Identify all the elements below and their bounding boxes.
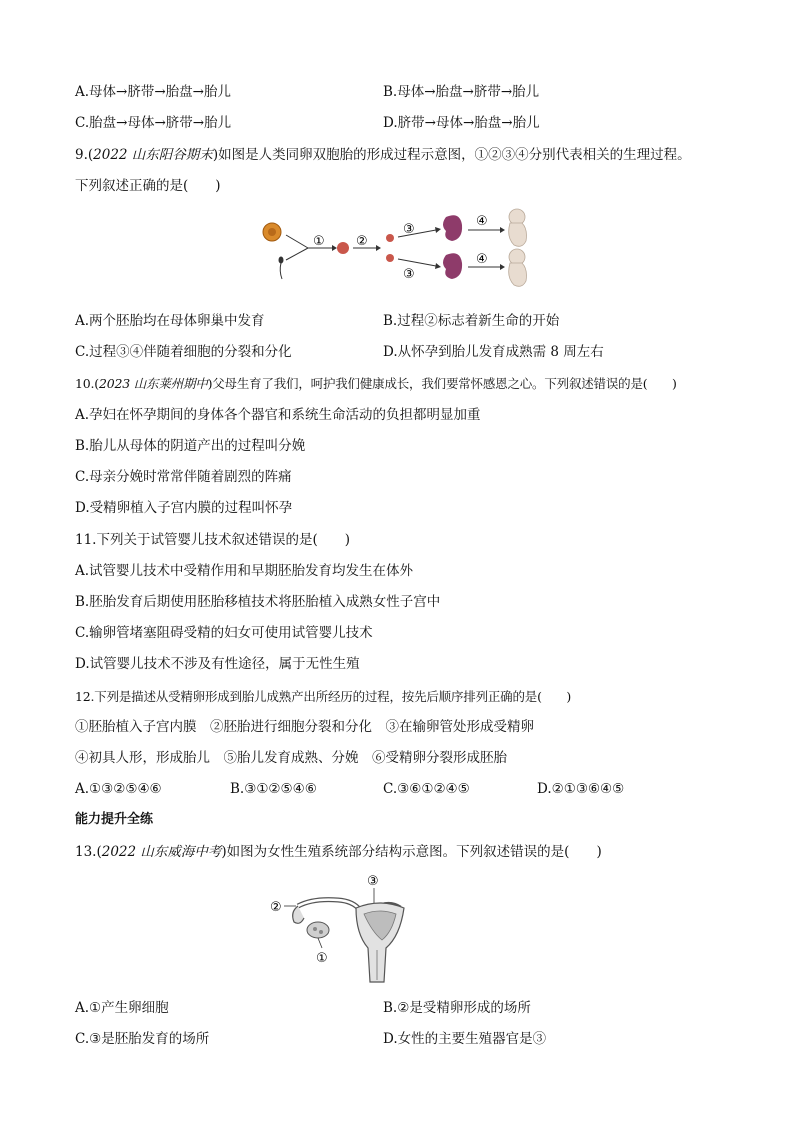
fig9-label-3b: ③ (403, 267, 415, 282)
q8-option-d: D.脐带→母体→胎盘→胎儿 (383, 115, 540, 131)
fig9-label-2: ② (356, 234, 368, 249)
female-reproductive-figure (268, 870, 413, 988)
q13-stem: 13.(2022 山东威海中考)如图为女性生殖系统部分结构示意图。下列叙述错误的是( ) (75, 844, 602, 860)
q13-option-b: B.②是受精卵形成的场所 (383, 1000, 531, 1016)
q12-items-line1: ①胚胎植入子宫内膜 ②胚胎进行细胞分裂和分化 ③在输卵管处形成受精卵 (75, 719, 534, 735)
q10-option-c: C.母亲分娩时常常伴随着剧烈的阵痛 (75, 469, 292, 485)
q10-stem: 10.(2023 山东莱州期中)父母生育了我们，呵护我们健康成长，我们要常怀感恩之心。下列叙述错误的是( ) (75, 376, 677, 391)
q13-option-a: A.①产生卵细胞 (75, 1000, 169, 1016)
q9-source: 2022 山东阳谷期末 (93, 147, 213, 163)
q9-option-b: B.过程②标志着新生命的开始 (383, 313, 560, 329)
fig13-label-1: ① (316, 951, 328, 966)
q13-option-d: D.女性的主要生殖器官是③ (383, 1031, 547, 1047)
q8-option-a: A.母体→脐带→胎盘→胎儿 (75, 84, 231, 100)
q9-option-a: A.两个胚胎均在母体卵巢中发育 (75, 313, 265, 329)
q10-option-b: B.胎儿从母体的阴道产出的过程叫分娩 (75, 438, 306, 454)
q10-option-a: A.孕妇在怀孕期间的身体各个器官和系统生命活动的负担都明显加重 (75, 407, 481, 423)
q12-option-c: C.③⑥①②④⑤ (383, 781, 470, 797)
q13-source: 2022 山东威海中考 (101, 844, 222, 860)
q12-option-b: B.③①②⑤④⑥ (230, 781, 317, 797)
fig9-label-1: ① (313, 234, 325, 249)
q9-option-c: C.过程③④伴随着细胞的分裂和分化 (75, 344, 292, 360)
q11-option-a: A.试管婴儿技术中受精作用和早期胚胎发育均发生在体外 (75, 563, 414, 579)
q12-items-line2: ④初具人形，形成胎儿 ⑤胎儿发育成熟、分娩 ⑥受精卵分裂形成胚胎 (75, 750, 507, 766)
q13-option-c: C.③是胚胎发育的场所 (75, 1031, 210, 1047)
fig13-label-3: ③ (367, 874, 379, 889)
fig9-label-3a: ③ (403, 222, 415, 237)
q12-stem: 12.下列是描述从受精卵形成到胎儿成熟产出所经历的过程，按先后顺序排列正确的是( ) (75, 689, 572, 704)
q10-source: 2023 山东莱州期中 (98, 376, 208, 391)
fig9-label-4a: ④ (476, 214, 488, 229)
q11-option-c: C.输卵管堵塞阻碍受精的妇女可使用试管婴儿技术 (75, 625, 373, 641)
twin-development-figure (260, 205, 550, 305)
q11-stem: 11.下列关于试管婴儿技术叙述错误的是( ) (75, 532, 351, 548)
q9-stem-line1: 9.(2022 山东阳谷期末)如图是人类同卵双胞胎的形成过程示意图，①②③④分别代表相关的生理过程。 (75, 147, 691, 163)
fig13-label-2: ② (270, 900, 282, 915)
q8-option-b: B.母体→胎盘→脐带→胎儿 (383, 84, 540, 100)
q11-option-d: D.试管婴儿技术不涉及有性途径，属于无性生殖 (75, 656, 360, 672)
q9-stem-line2: 下列叙述正确的是( ) (75, 178, 221, 194)
q9-option-d: D.从怀孕到胎儿发育成熟需 8 周左右 (383, 344, 604, 360)
q10-option-d: D.受精卵植入子宫内膜的过程叫怀孕 (75, 500, 293, 516)
fig9-label-4b: ④ (476, 252, 488, 267)
q11-option-b: B.胚胎发育后期使用胚胎移植技术将胚胎植入成熟女性子宫中 (75, 594, 441, 610)
q8-option-c: C.胎盘→母体→脐带→胎儿 (75, 115, 232, 131)
q12-option-d: D.②①③⑥④⑤ (537, 781, 625, 797)
section-heading: 能力提升全练 (75, 812, 154, 827)
q12-option-a: A.①③②⑤④⑥ (75, 781, 162, 797)
